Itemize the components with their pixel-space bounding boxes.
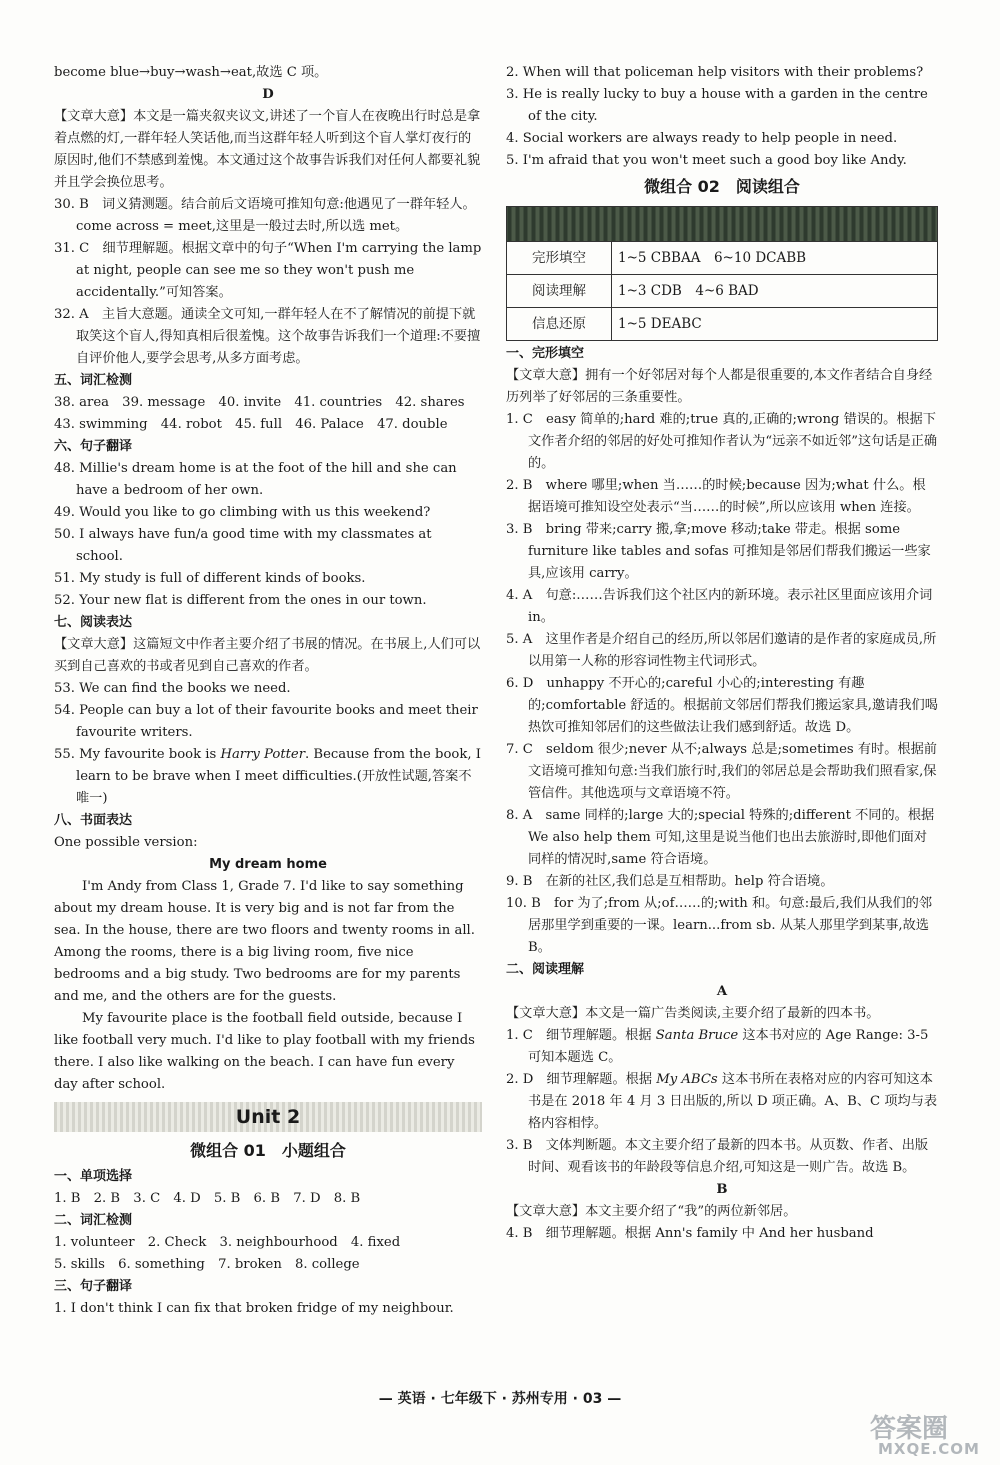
section-heading: 五、词汇检测 bbox=[54, 373, 133, 388]
section-heading: 一、单项选择 bbox=[54, 1169, 133, 1184]
reading-answer-2-rest: 这本书所在表格对应的内容可知这本书是在 2018 年 4 月 3 日出版的,所以 D 项正确。A、B、C 项均与表格内容相悖。 bbox=[528, 1072, 938, 1131]
reading-answer-2 bbox=[506, 1069, 938, 1135]
text-line: 32. A 主旨大意题。通读全文可知,一群年轻人在不了解情况的前提下就取笑这个盲人,得知真相后很羞愧。这个故事告诉我们一个道理:不要擅自评价他人,要学会思考,从多方面考虑。 bbox=[54, 307, 481, 366]
text-line: 9. B 在新的社区,我们总是互相帮助。help 符合语境。 bbox=[506, 874, 834, 889]
answer-55-rest: . Because from the book, I learn to be brave when I meet difficulties.(开放性试题,答案不唯一) bbox=[76, 747, 481, 806]
left-bottom-block bbox=[54, 1166, 482, 1320]
table-row bbox=[507, 242, 938, 275]
book-title: Santa Bruce bbox=[655, 1028, 739, 1043]
text-line: 3. B 文体判断题。本文主要介绍了最新的四本书。从页数、作者、出版时间、观看该书的年龄段等信息介绍,可知这是一则广告。故选 B。 bbox=[506, 1138, 929, 1175]
table-cell-value: 1~5 DEABC bbox=[612, 308, 938, 341]
table-cell-key: 完形填空 bbox=[507, 242, 612, 275]
text-line: 【文章大意】本文主要介绍了“我”的两位新邻居。 bbox=[506, 1204, 797, 1219]
text-line: 4. A 句意:……告诉我们这个社区内的新环境。表示社区里面应该用介词 in。 bbox=[506, 588, 933, 625]
right-middle-block bbox=[506, 343, 938, 1025]
mini-group-02-title: 微组合 02 阅读组合 bbox=[644, 177, 800, 196]
watermark-top: 答案圈 bbox=[870, 1414, 949, 1444]
text-line: 1. I don't think I can fix that broken fridge of my neighbour. bbox=[54, 1301, 454, 1316]
right-column bbox=[506, 62, 938, 1245]
text-line: 43. swimming 44. robot 45. full 46. Palace 47. double bbox=[54, 417, 448, 432]
table-cell-value: 1~3 CDB 4~6 BAD bbox=[612, 275, 938, 308]
book-title: My ABCs bbox=[656, 1072, 718, 1087]
text-line: 1. C easy 简单的;hard 难的;true 真的,正确的;wrong 错误的。根据下文作者介绍的邻居的好处可推知作者认为“远亲不如近邻”这句话是正确的。 bbox=[506, 412, 938, 471]
watermark-bottom: MXQE.COM bbox=[878, 1440, 980, 1458]
section-heading: 六、句子翻译 bbox=[54, 439, 133, 454]
writing-intro: One possible version: bbox=[54, 835, 198, 850]
table-cell-value: 1~5 CBBAA 6~10 DCABB bbox=[612, 242, 938, 275]
text-line: 6. D unhappy 不开心的;careful 小心的;interesting 有趣的;comfortable 舒适的。根据前文邻居们帮我们搬运家具,邀请我们喝热饮可推知邻居们的这些做法让我们感到舒适。故选 D。 bbox=[506, 676, 938, 735]
reading-answer-1-prefix: 1. C 细节理解题。根据 bbox=[506, 1028, 656, 1043]
text-line: 5. skills 6. something 7. broken 8. college bbox=[54, 1257, 360, 1272]
answer-table bbox=[506, 206, 938, 341]
text-line: 5. I'm afraid that you won't meet such a good boy like Andy. bbox=[506, 153, 907, 168]
text-line: 38. area 39. message 40. invite 41. countries 42. shares bbox=[54, 395, 465, 410]
text-line: 2. When will that policeman help visitors with their problems? bbox=[506, 65, 924, 80]
text-line: 3. B bring 带来;carry 搬,拿;move 移动;take 带走。根据 some furniture like tables and sofas 可推知是邻居们帮我们搬运一些家具,应该用 carry。 bbox=[506, 522, 931, 581]
right-top-block bbox=[506, 62, 938, 172]
text-line: 3. He is really lucky to buy a house with a garden in the centre of the city. bbox=[506, 87, 928, 124]
text-line: become blue→buy→wash→eat,故选 C 项。 bbox=[54, 65, 328, 80]
answer-55-prefix: 55. My favourite book is bbox=[54, 747, 221, 762]
left-top-block bbox=[54, 62, 482, 744]
section-heading: 二、词汇检测 bbox=[54, 1213, 133, 1228]
text-line: 4. B 细节理解题。根据 Ann's family 中 And her husband bbox=[506, 1226, 874, 1241]
text-line: 10. B for 为了;from 从;of……的;with 和。句意:最后,我们从我们的邻居那里学到重要的一课。learn...from sb. 从某人那里学到某事,故选 B。 bbox=[506, 896, 933, 955]
table-cell-key: 信息还原 bbox=[507, 308, 612, 341]
essay-paragraph-2: My favourite place is the football field outside, because I like football very much. I'd like to play football with my friends there. I also like walking on the beach. I can have fun every day after school. bbox=[54, 1011, 475, 1092]
essay-title: My dream home bbox=[209, 857, 327, 872]
text-line: B bbox=[716, 1182, 728, 1197]
section-heading: 三、句子翻译 bbox=[54, 1279, 133, 1294]
unit-banner: Unit 2 bbox=[54, 1102, 482, 1132]
table-row bbox=[507, 275, 938, 308]
book-title: Harry Potter bbox=[220, 747, 306, 762]
text-line: 50. I always have fun/a good time with my classmates at school. bbox=[54, 527, 432, 564]
reading-answer-1 bbox=[506, 1025, 938, 1069]
text-line: 31. C 细节理解题。根据文章中的句子“When I'm carrying the lamp at night, people can see me so they won't push me accidentally.”可知答案。 bbox=[54, 241, 482, 300]
section-heading: 七、阅读表达 bbox=[54, 615, 133, 630]
text-line: 7. C seldom 很少;never 从不;always 总是;sometimes 有时。根据前文语境可推知句意:当我们旅行时,我们的邻居总是会帮助我们照看家,保管信件。其他选项与文章语境不符。 bbox=[506, 742, 937, 801]
right-bottom-block bbox=[506, 1135, 938, 1245]
section-heading: 二、阅读理解 bbox=[506, 962, 585, 977]
reading-answer-1-rest: 这本书对应的 Age Range: 3-5 可知本题选 C。 bbox=[528, 1028, 929, 1065]
text-line: A bbox=[716, 984, 728, 999]
left-column bbox=[54, 62, 482, 1320]
text-line: 30. B 词义猜测题。结合前后文语境可推知句意:他遇见了一群年轻人。come across = meet,这里是一般过去时,所以选 met。 bbox=[54, 197, 476, 234]
text-line: 1. B 2. B 3. C 4. D 5. B 6. B 7. D 8. B bbox=[54, 1191, 361, 1206]
text-line: 48. Millie's dream home is at the foot of the hill and she can have a bedroom of her own. bbox=[54, 461, 457, 498]
text-line: 5. A 这里作者是介绍自己的经历,所以邻居们邀请的是作者的家庭成员,所以用第一人称的形容词性物主代词形式。 bbox=[506, 632, 937, 669]
text-line: 52. Your new flat is different from the ones in our town. bbox=[54, 593, 427, 608]
text-line: 【文章大意】拥有一个好邻居对每个人都是很重要的,本文作者结合自身经历列举了好邻居的三条重要性。 bbox=[506, 368, 933, 405]
table-cell-key: 阅读理解 bbox=[507, 275, 612, 308]
text-line: 8. A same 同样的;large 大的;special 特殊的;different 不同的。根据 We also help them 可知,这里是说当他们也出去旅游时,即他们面对同样的情况时,same 符合语境。 bbox=[506, 808, 935, 867]
text-line: 【文章大意】这篇短文中作者主要介绍了书展的情况。在书展上,人们可以买到自己喜欢的书或者见到自己喜欢的作者。 bbox=[54, 637, 481, 674]
text-line: 49. Would you like to go climbing with us this weekend? bbox=[54, 505, 431, 520]
text-line: D bbox=[262, 87, 274, 102]
text-line: 2. B where 哪里;when 当……的时候;because 因为;what 什么。根据语境可推知设空处表示“当……的时候”,所以应该用 when 连接。 bbox=[506, 478, 926, 515]
mini-group-01-title: 微组合 01 小题组合 bbox=[190, 1141, 346, 1160]
text-line: 1. volunteer 2. Check 3. neighbourhood 4. fixed bbox=[54, 1235, 401, 1250]
answer-55 bbox=[54, 744, 482, 810]
text-line: 53. We can find the books we need. bbox=[54, 681, 291, 696]
reading-answer-2-prefix: 2. D 细节理解题。根据 bbox=[506, 1072, 657, 1087]
answer-table-header bbox=[507, 207, 938, 242]
text-line: 54. People can buy a lot of their favourite books and meet their favourite writers. bbox=[54, 703, 478, 740]
table-row bbox=[507, 308, 938, 341]
page-footer: — 英语 · 七年级下 · 苏州专用 · 03 — bbox=[378, 1391, 622, 1407]
essay-paragraph-1: I'm Andy from Class 1, Grade 7. I'd like to say something about my dream house. It is very big and is not far from the sea. In the house, there are two floors and twenty rooms in all. Among the rooms, there is a big living room, five nice bedrooms and a big study. Two bedrooms are for my parents and me, and the others are for the guests. bbox=[54, 879, 475, 1004]
text-line: 4. Social workers are always ready to help people in need. bbox=[506, 131, 898, 146]
text-line: 【文章大意】本文是一篇广告类阅读,主要介绍了最新的四本书。 bbox=[506, 1006, 880, 1021]
watermark-logo bbox=[868, 1408, 988, 1458]
text-line: 51. My study is full of different kinds of books. bbox=[54, 571, 366, 586]
writing-section-heading: 八、书面表达 bbox=[54, 813, 133, 828]
section-heading: 一、完形填空 bbox=[506, 346, 585, 361]
text-line: 【文章大意】本文是一篇夹叙夹议文,讲述了一个盲人在夜晚出行时总是拿着点燃的灯,一群年轻人笑话他,而当这群年轻人听到这个盲人掌灯夜行的原因时,他们不禁感到羞愧。本文通过这个故事告诉我们对任何人都要礼貌并且学会换位思考。 bbox=[54, 109, 481, 190]
